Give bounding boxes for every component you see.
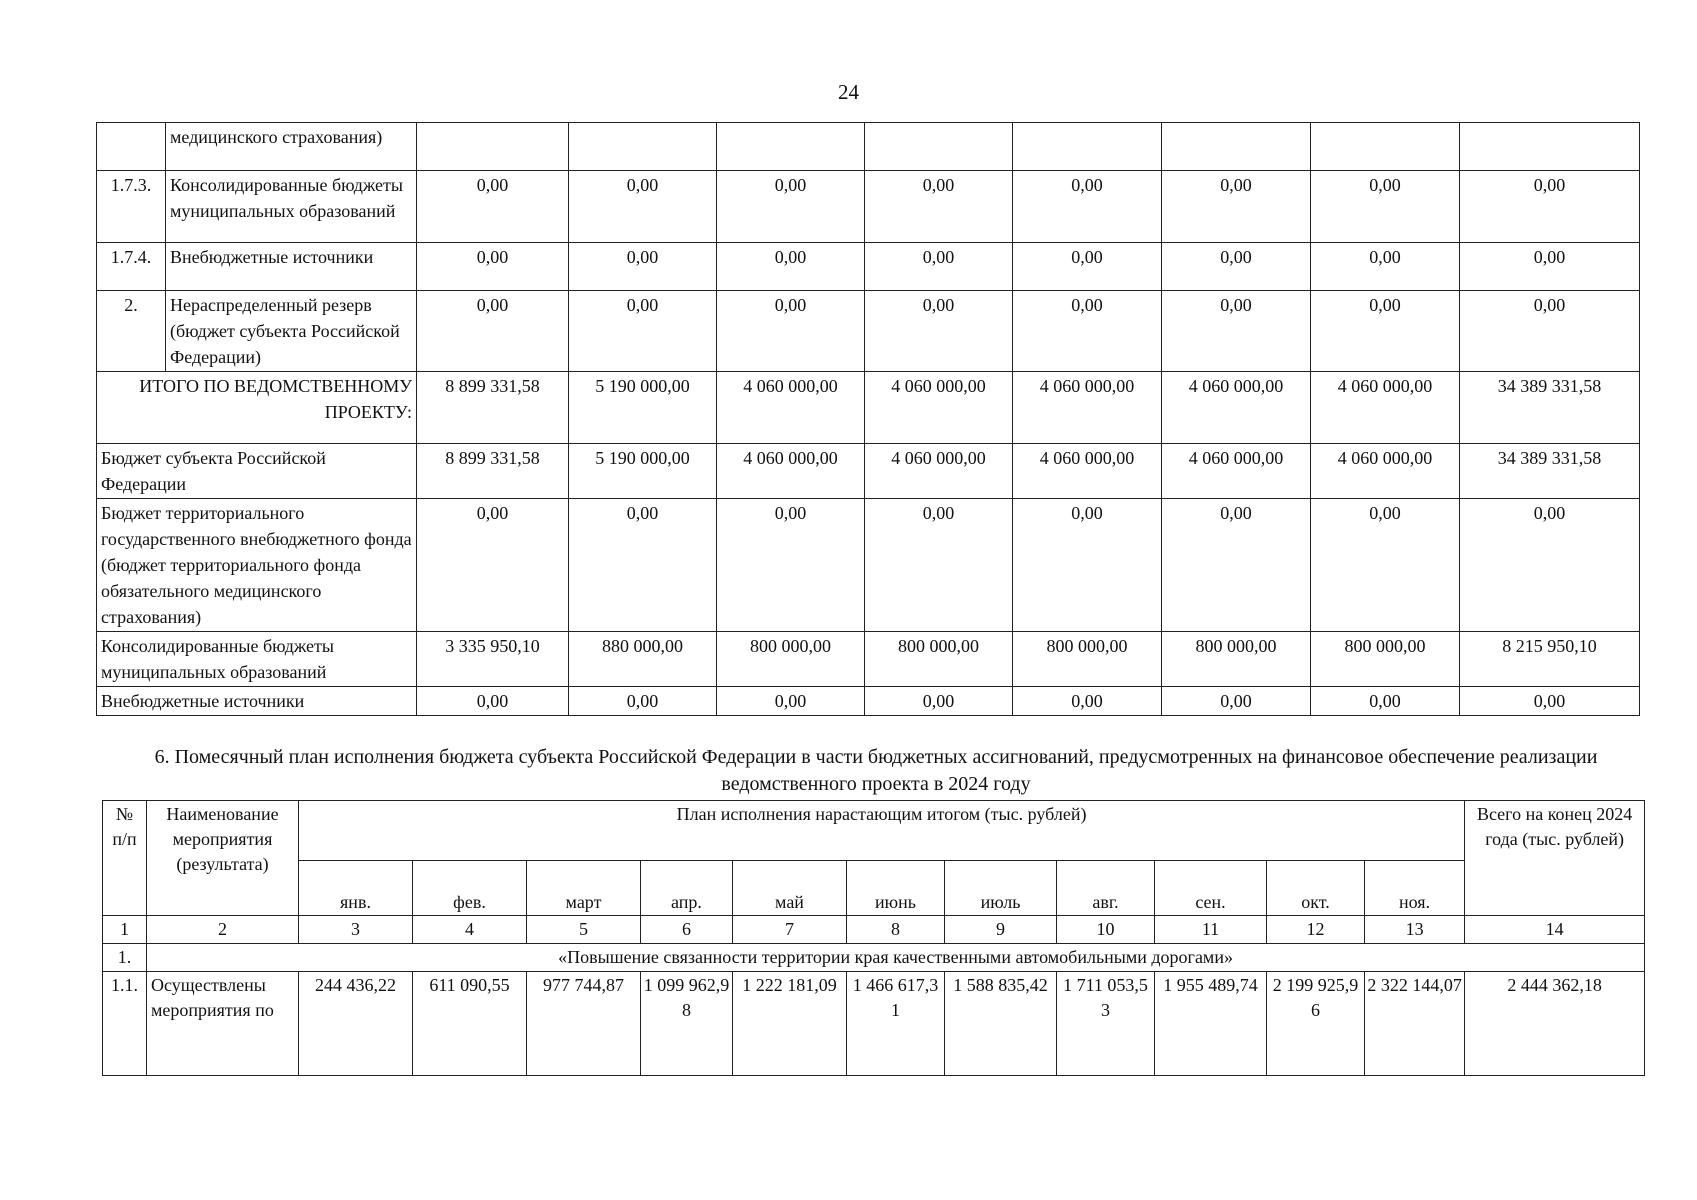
value-cell: 0,00 bbox=[1162, 243, 1311, 291]
row-number: 1.7.3. bbox=[97, 171, 166, 243]
monthly-plan-table bbox=[102, 800, 1645, 1076]
value-cell: 800 000,00 bbox=[1162, 632, 1311, 687]
item-value: 1 955 489,74 bbox=[1155, 972, 1267, 1076]
item-value: 1 711 053,53 bbox=[1057, 972, 1155, 1076]
value-cell: 4 060 000,00 bbox=[1013, 444, 1162, 499]
header-num: № п/п bbox=[103, 801, 147, 916]
column-number: 12 bbox=[1267, 916, 1365, 944]
item-value: 611 090,55 bbox=[413, 972, 527, 1076]
column-number: 13 bbox=[1365, 916, 1465, 944]
value-cell: 0,00 bbox=[717, 291, 865, 372]
column-number: 11 bbox=[1155, 916, 1267, 944]
value-cell: 0,00 bbox=[1460, 171, 1640, 243]
value-cell: 0,00 bbox=[569, 687, 717, 716]
item-row bbox=[103, 972, 1645, 1076]
value-cell: 4 060 000,00 bbox=[717, 444, 865, 499]
item-value: 244 436,22 bbox=[299, 972, 413, 1076]
value-cell bbox=[1311, 123, 1460, 171]
value-cell: 0,00 bbox=[1311, 243, 1460, 291]
column-number: 7 bbox=[733, 916, 847, 944]
month-header: янв. bbox=[299, 860, 413, 915]
value-cell: 0,00 bbox=[717, 499, 865, 632]
item-value: 2 322 144,07 bbox=[1365, 972, 1465, 1076]
item-total: 2 444 362,18 bbox=[1465, 972, 1645, 1076]
month-header: авг. bbox=[1057, 860, 1155, 915]
value-cell: 0,00 bbox=[417, 291, 569, 372]
header-name: Наименование мероприятия (результата) bbox=[147, 801, 299, 916]
value-cell: 4 060 000,00 bbox=[1311, 372, 1460, 444]
value-cell: 0,00 bbox=[1162, 687, 1311, 716]
value-cell: 8 215 950,10 bbox=[1460, 632, 1640, 687]
value-cell: 0,00 bbox=[417, 499, 569, 632]
column-number: 4 bbox=[413, 916, 527, 944]
value-cell: 0,00 bbox=[1460, 499, 1640, 632]
value-cell: 0,00 bbox=[865, 687, 1013, 716]
value-cell: 0,00 bbox=[717, 243, 865, 291]
group-row bbox=[103, 944, 1645, 972]
group-num: 1. bbox=[103, 944, 147, 972]
value-cell bbox=[865, 123, 1013, 171]
value-cell: 0,00 bbox=[865, 243, 1013, 291]
item-value: 1 099 962,98 bbox=[641, 972, 733, 1076]
value-cell: 0,00 bbox=[569, 499, 717, 632]
value-cell: 800 000,00 bbox=[865, 632, 1013, 687]
value-cell: 0,00 bbox=[865, 291, 1013, 372]
header-total: Всего на конец 2024 года (тыс. рублей) bbox=[1465, 801, 1645, 916]
month-header: фев. bbox=[413, 860, 527, 915]
value-cell: 4 060 000,00 bbox=[865, 444, 1013, 499]
summary-label: ИТОГО ПО ВЕДОМСТВЕННОМУ ПРОЕКТУ: bbox=[97, 372, 417, 444]
value-cell bbox=[417, 123, 569, 171]
months-row bbox=[103, 860, 1645, 915]
column-numbers-row bbox=[103, 916, 1645, 944]
value-cell: 0,00 bbox=[1460, 687, 1640, 716]
row-number: 2. bbox=[97, 291, 166, 372]
value-cell: 0,00 bbox=[1013, 499, 1162, 632]
summary-label: Внебюджетные источники bbox=[97, 687, 417, 716]
value-cell: 0,00 bbox=[865, 499, 1013, 632]
table-row bbox=[97, 171, 1640, 243]
table-row bbox=[97, 291, 1640, 372]
page-number: 24 bbox=[838, 80, 859, 104]
value-cell: 0,00 bbox=[865, 171, 1013, 243]
value-cell: 800 000,00 bbox=[1311, 632, 1460, 687]
column-number: 2 bbox=[147, 916, 299, 944]
value-cell: 800 000,00 bbox=[717, 632, 865, 687]
value-cell: 0,00 bbox=[569, 291, 717, 372]
value-cell: 880 000,00 bbox=[569, 632, 717, 687]
summary-row bbox=[97, 632, 1640, 687]
item-value: 2 199 925,96 bbox=[1267, 972, 1365, 1076]
value-cell: 0,00 bbox=[1311, 171, 1460, 243]
summary-label: Бюджет субъекта Российской Федерации bbox=[97, 444, 417, 499]
value-cell: 34 389 331,58 bbox=[1460, 372, 1640, 444]
value-cell bbox=[1162, 123, 1311, 171]
value-cell: 4 060 000,00 bbox=[1311, 444, 1460, 499]
row-number: 1.7.4. bbox=[97, 243, 166, 291]
value-cell: 0,00 bbox=[569, 171, 717, 243]
value-cell: 0,00 bbox=[569, 243, 717, 291]
summary-label: Бюджет территориального государственного внебюджетного фонда (бюджет территориального фонда обязательного медицинского страхования) bbox=[97, 499, 417, 632]
summary-row bbox=[97, 499, 1640, 632]
summary-row bbox=[97, 372, 1640, 444]
item-value: 977 744,87 bbox=[527, 972, 641, 1076]
month-header: июль bbox=[945, 860, 1057, 915]
summary-label: Консолидированные бюджеты муниципальных образований bbox=[97, 632, 417, 687]
month-header: апр. bbox=[641, 860, 733, 915]
item-name: Осуществлены мероприятия по bbox=[147, 972, 299, 1076]
summary-row bbox=[97, 687, 1640, 716]
value-cell: 0,00 bbox=[417, 171, 569, 243]
column-number: 3 bbox=[299, 916, 413, 944]
item-num: 1.1. bbox=[103, 972, 147, 1076]
month-header: март bbox=[527, 860, 641, 915]
table-row bbox=[97, 123, 1640, 171]
value-cell: 4 060 000,00 bbox=[1162, 444, 1311, 499]
value-cell: 0,00 bbox=[1162, 291, 1311, 372]
value-cell: 0,00 bbox=[1311, 291, 1460, 372]
header-row bbox=[103, 801, 1645, 861]
value-cell: 0,00 bbox=[717, 687, 865, 716]
row-name: Внебюджетные источники bbox=[166, 243, 417, 291]
budget-table bbox=[96, 122, 1640, 716]
table-row bbox=[97, 243, 1640, 291]
value-cell: 5 190 000,00 bbox=[569, 444, 717, 499]
item-value: 1 466 617,31 bbox=[847, 972, 945, 1076]
group-title: «Повышение связанности территории края качественными автомобильными дорогами» bbox=[147, 944, 1645, 972]
value-cell: 0,00 bbox=[1013, 291, 1162, 372]
value-cell: 0,00 bbox=[717, 171, 865, 243]
value-cell: 0,00 bbox=[1311, 687, 1460, 716]
value-cell: 5 190 000,00 bbox=[569, 372, 717, 444]
value-cell: 0,00 bbox=[1162, 499, 1311, 632]
column-number: 14 bbox=[1465, 916, 1645, 944]
column-number: 8 bbox=[847, 916, 945, 944]
column-number: 10 bbox=[1057, 916, 1155, 944]
value-cell: 34 389 331,58 bbox=[1460, 444, 1640, 499]
value-cell bbox=[1460, 123, 1640, 171]
value-cell: 0,00 bbox=[1013, 243, 1162, 291]
value-cell: 0,00 bbox=[1460, 243, 1640, 291]
row-name: медицинского страхования) bbox=[166, 123, 417, 171]
value-cell: 4 060 000,00 bbox=[717, 372, 865, 444]
row-number bbox=[97, 123, 166, 171]
month-header: ноя. bbox=[1365, 860, 1465, 915]
value-cell: 800 000,00 bbox=[1013, 632, 1162, 687]
item-value: 1 222 181,09 bbox=[733, 972, 847, 1076]
column-number: 9 bbox=[945, 916, 1057, 944]
value-cell: 0,00 bbox=[1460, 291, 1640, 372]
item-value: 1 588 835,42 bbox=[945, 972, 1057, 1076]
value-cell bbox=[1013, 123, 1162, 171]
value-cell: 0,00 bbox=[1013, 687, 1162, 716]
month-header: июнь bbox=[847, 860, 945, 915]
value-cell: 3 335 950,10 bbox=[417, 632, 569, 687]
value-cell: 4 060 000,00 bbox=[1013, 372, 1162, 444]
value-cell: 0,00 bbox=[1162, 171, 1311, 243]
section-6-title: 6. Помесячный план исполнения бюджета субъекта Российской Федерации в части бюджетных ассигнований, предусмотренных на финансовое обеспечение реализации ведомственного проекта в 2024 году bbox=[154, 746, 1598, 795]
column-number: 6 bbox=[641, 916, 733, 944]
month-header: май bbox=[733, 860, 847, 915]
summary-row bbox=[97, 444, 1640, 499]
value-cell bbox=[717, 123, 865, 171]
value-cell: 4 060 000,00 bbox=[865, 372, 1013, 444]
column-number: 5 bbox=[527, 916, 641, 944]
row-name: Нераспределенный резерв (бюджет субъекта Российской Федерации) bbox=[166, 291, 417, 372]
value-cell: 8 899 331,58 bbox=[417, 372, 569, 444]
value-cell: 0,00 bbox=[1311, 499, 1460, 632]
value-cell bbox=[569, 123, 717, 171]
value-cell: 0,00 bbox=[1013, 171, 1162, 243]
row-name: Консолидированные бюджеты муниципальных образований bbox=[166, 171, 417, 243]
value-cell: 4 060 000,00 bbox=[1162, 372, 1311, 444]
value-cell: 0,00 bbox=[417, 243, 569, 291]
value-cell: 0,00 bbox=[417, 687, 569, 716]
month-header: окт. bbox=[1267, 860, 1365, 915]
header-plan: План исполнения нарастающим итогом (тыс. рублей) bbox=[299, 801, 1465, 861]
value-cell: 8 899 331,58 bbox=[417, 444, 569, 499]
month-header: сен. bbox=[1155, 860, 1267, 915]
column-number: 1 bbox=[103, 916, 147, 944]
